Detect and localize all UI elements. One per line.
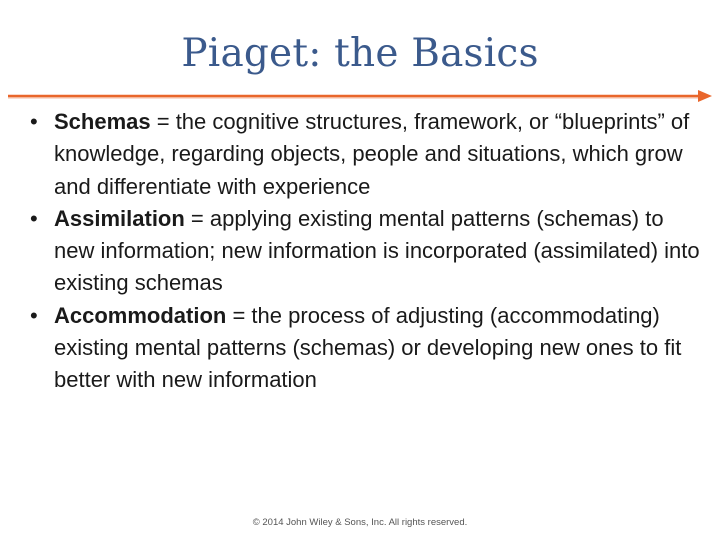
bullet-list xyxy=(24,106,704,397)
slide-title: Piaget: the Basics xyxy=(181,31,539,76)
title-divider-arrow xyxy=(8,89,712,103)
bullet-marker: • xyxy=(30,205,38,231)
definition-accommodation: = the process of adjusting (accommodating) existing mental patterns (schemas) or developing new ones to fit better with new information xyxy=(54,302,682,393)
bullet-assimilation xyxy=(24,203,704,300)
definition-schemas: = the cognitive structures, framework, or “blueprints” of knowledge, regarding objects, people and situations, which grow and differentiate with experience xyxy=(54,109,690,199)
term-accommodation: Accommodation xyxy=(54,302,227,328)
definition-assimilation: = applying existing mental patterns (schemas) to new information; new information is incorporated (assimilated) into existing schemas xyxy=(54,205,700,296)
bullet-marker: • xyxy=(30,302,38,328)
term-assimilation: Assimilation xyxy=(54,205,185,231)
bullet-marker: • xyxy=(30,109,38,134)
bullet-schemas xyxy=(24,106,704,203)
bullet-accommodation xyxy=(24,300,704,397)
copyright-footer: © 2014 John Wiley & Sons, Inc. All rights reserved. xyxy=(252,517,468,528)
term-schemas: Schemas xyxy=(54,109,151,134)
